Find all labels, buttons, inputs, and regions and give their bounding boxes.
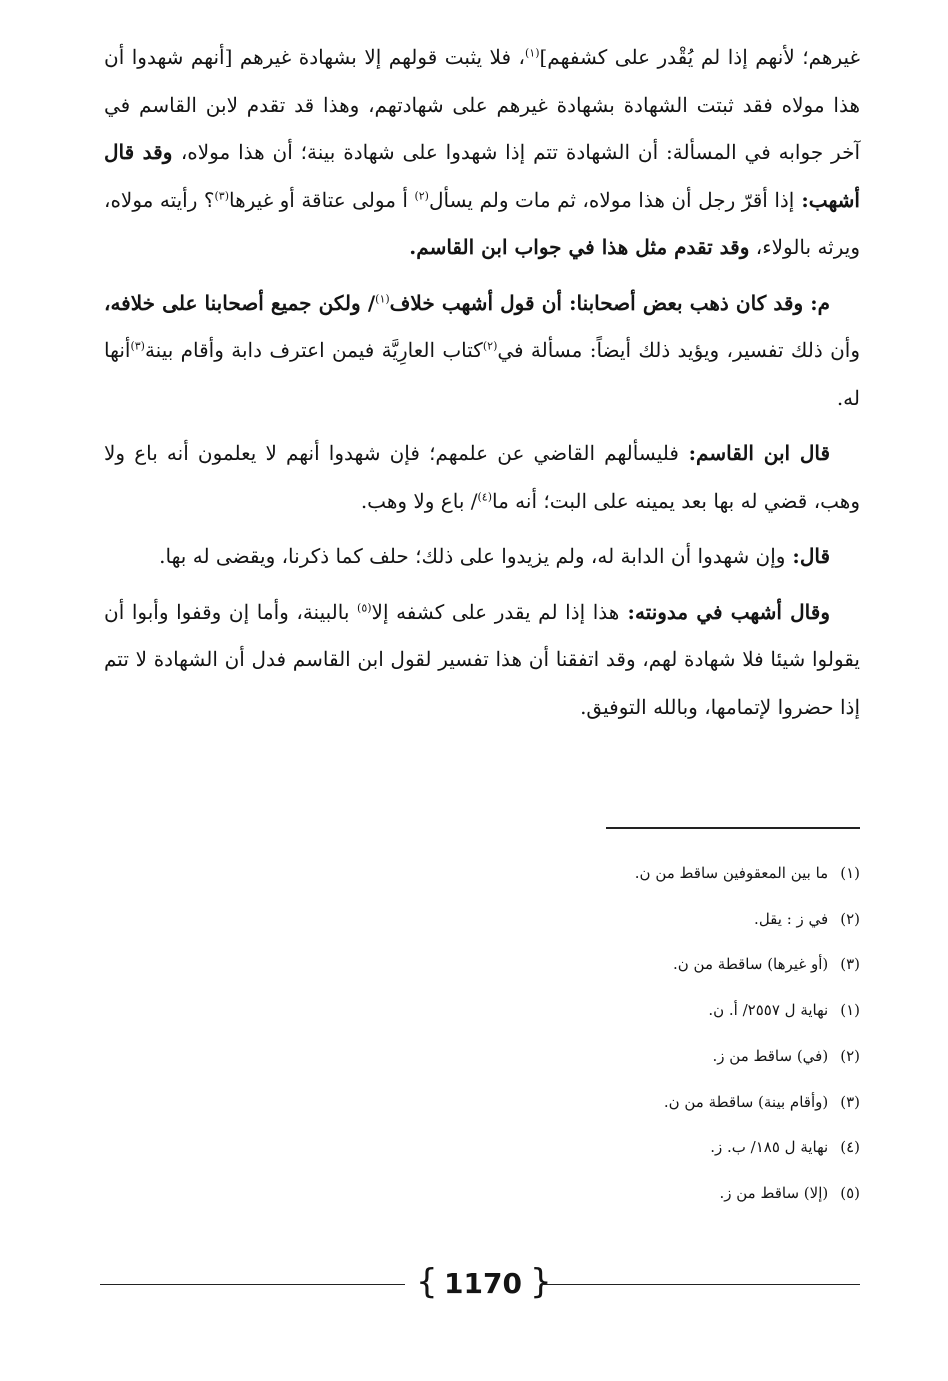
paragraph-3	[104, 430, 860, 525]
footnote-text: نهاية ل ١٨٥/ ب. ز.	[710, 1138, 829, 1157]
footnote-number: (٣)	[840, 955, 860, 974]
text-run: غيرهم؛ لأنهم إذا لم يُقْدر على كشفهم]	[539, 45, 860, 69]
footnote-number: (١)	[840, 1001, 860, 1020]
footnote-ref: (١)	[524, 46, 540, 60]
footnote-ref: (٤)	[477, 489, 493, 503]
speaker-label: قال ابن القاسم:	[678, 441, 830, 465]
brace-right-icon: }	[530, 1262, 552, 1302]
footnote-text: (أو غيرها) ساقطة من ن.	[673, 955, 829, 974]
paragraph-5	[104, 589, 860, 732]
footnote-text: نهاية ل ٢٥٥٧/ أ. ن.	[708, 1001, 829, 1020]
footnote-ref: (٢)	[414, 188, 429, 202]
footnote-text: (وأقام بينة) ساقطة من ن.	[663, 1092, 829, 1111]
text-run: أ مولى عتاقة أو غيرها	[229, 187, 415, 212]
footnote-separator	[606, 827, 860, 829]
footnote-ref: (٣)	[214, 188, 229, 202]
footnote	[560, 1171, 860, 1217]
text-run: إذا أقرّ رجل أن هذا مولاه، ثم مات ولم يسأل	[428, 187, 795, 212]
footnote	[560, 1034, 860, 1080]
text-run: وإن شهدوا أن الدابة له، ولم يزيدوا على ذلك؛ حلف كما ذكرنا، ويقضى له بها.	[159, 544, 786, 568]
speaker-label: وقد قال أشهب:	[104, 140, 860, 212]
main-text	[104, 34, 860, 739]
text-run: ؟ رأيته مولاه، ويرثه بالولاء،	[104, 187, 860, 259]
footnote-number: (٢)	[840, 1046, 860, 1065]
text-run: هذا إذا لم يقدر على كشفه إلا	[371, 599, 620, 624]
footnote	[560, 851, 860, 897]
footnote-number: (٥)	[840, 1183, 860, 1202]
paragraph-4	[104, 533, 860, 581]
footnote-number: (٢)	[840, 909, 860, 928]
paragraph-2	[104, 280, 860, 423]
text-run: وأن ذلك تفسير، ويؤيد ذلك أيضاً: مسألة في	[497, 338, 860, 362]
page-number: 1170	[444, 1267, 522, 1300]
footnote-text: (إلا) ساقط من ز.	[719, 1183, 829, 1202]
footnote	[560, 988, 860, 1034]
footnote	[560, 942, 860, 988]
page-footer	[100, 1262, 860, 1308]
footnote	[560, 1125, 860, 1171]
footnote-text: في ز : يقل.	[754, 909, 829, 928]
footnote-text: ما بين المعقوفين ساقط من ن.	[634, 864, 829, 882]
footnote-ref: (٥)	[357, 600, 372, 614]
paragraph-1	[104, 34, 860, 272]
footnote	[560, 897, 860, 943]
footnote-ref: (١)	[375, 291, 390, 305]
text-run: / باع ولا وهب.	[360, 488, 478, 513]
brace-left-icon: {	[416, 1262, 438, 1302]
text-run: كتاب العارِيَّة فيمن اعترف دابة وأقام بينة	[144, 338, 483, 362]
text-run: أنها له.	[104, 338, 860, 410]
footnote-number: (١)	[840, 864, 860, 882]
speaker-label: وقال أشهب في مدونته:	[619, 599, 830, 624]
footnote-ref: (٣)	[130, 339, 145, 353]
footnotes	[560, 851, 860, 1217]
footnote	[560, 1080, 860, 1126]
footnote-number: (٤)	[840, 1138, 860, 1157]
text-run: فليسألهم القاضي عن علمهم؛ فإن شهدوا أنهم لا يعلمون أنه باع ولا وهب، قضي له بها بعد يمينه على البت؛ أنه ما	[104, 441, 860, 513]
footnote-ref: (٢)	[482, 339, 498, 353]
speaker-label: قال:	[785, 544, 830, 568]
footer-rule-left	[100, 1284, 405, 1285]
emphasis-text: م: وقد كان ذهب بعض أصحابنا: أن قول أشهب خلاف	[389, 290, 831, 315]
footnote-number: (٣)	[840, 1092, 860, 1111]
emphasis-text: وقد تقدم مثل هذا في جواب ابن القاسم.	[409, 235, 750, 259]
footer-rule-right	[542, 1284, 860, 1285]
text-run: بالبينة، وأما إن وقفوا وأبوا أن يقولوا شيئا فلا شهادة لهم، وقد اتفقنا أن هذا تفسير لقول ابن القاسم فدل أن الشهادة لا تتم إذا حضروا لإتمامها، وبالله التوفيق.	[104, 599, 860, 719]
text-run: ، فلا يثبت قولهم إلا بشهادة غيرهم [أنهم شهدوا أن هذا مولاه فقد ثبتت الشهادة بشهادة غيرهم على شهادتهم، وهذا قد تقدم لابن القاسم في آخر جوابه في المسألة: أن الشهادة تتم إذا شهدوا على شهادة بينة؛ أن هذا مولاه،	[104, 45, 860, 164]
emphasis-text: / ولكن جميع أصحابنا على خلافه،	[104, 290, 376, 315]
footnote-text: (في) ساقط من ز.	[712, 1046, 829, 1065]
